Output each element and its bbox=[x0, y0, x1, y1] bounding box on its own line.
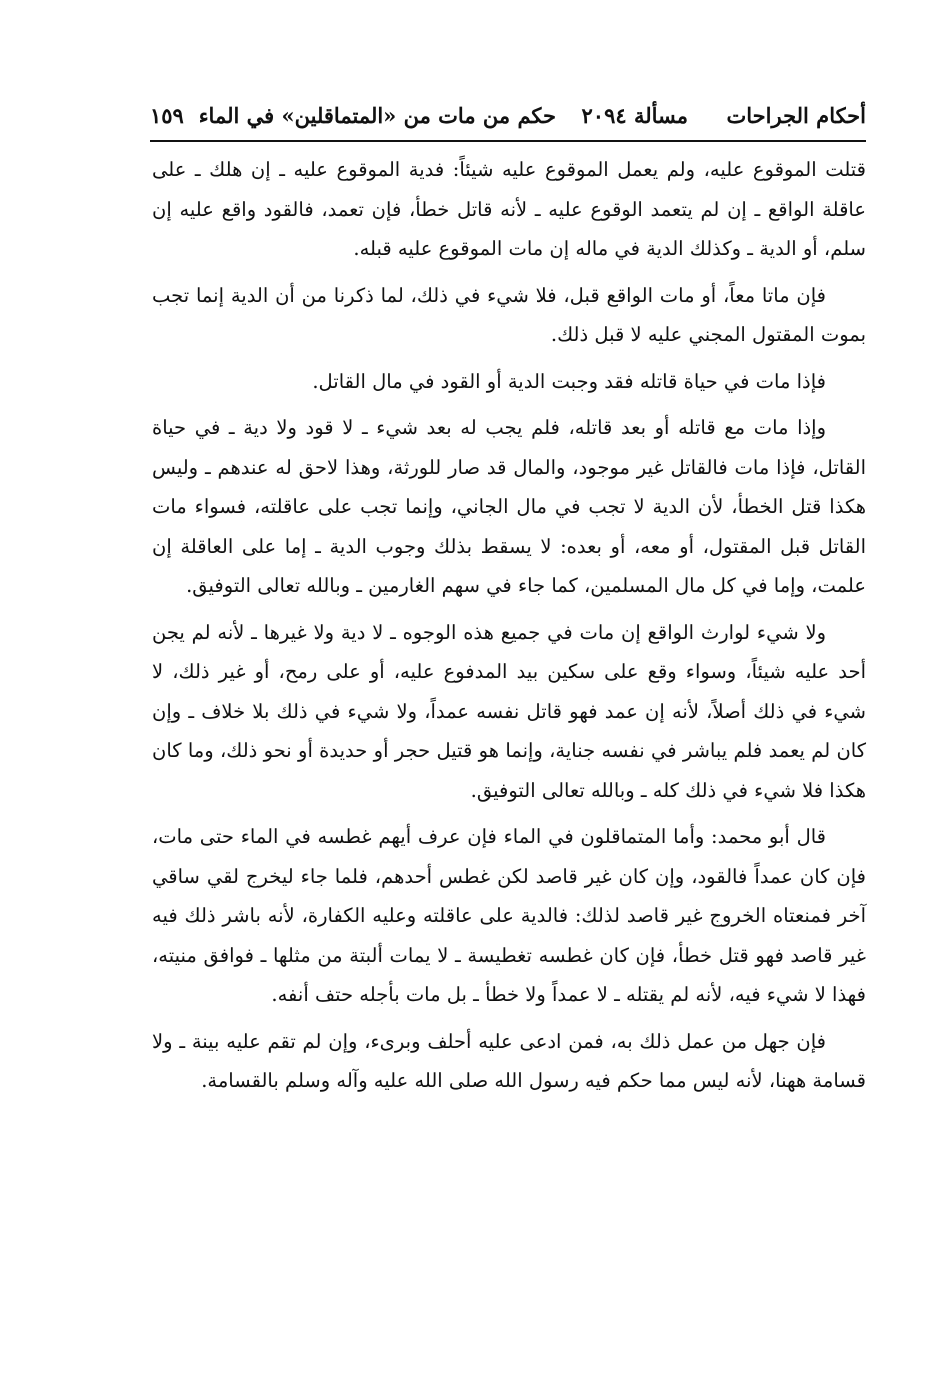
paragraph: فإذا مات في حياة قاتله فقد وجبت الدية أو القود في مال القاتل. bbox=[312, 369, 826, 393]
paragraph: فإن جهل من عمل ذلك به، فمن ادعى عليه أحلف وبرىء، وإن لم تقم عليه بينة ـ ولا قسامة ههنا، لأنه ليس مما حكم فيه رسول الله صلى الله عليه وآله وسلم بالقسامة. bbox=[152, 1029, 866, 1092]
paragraph: فإن ماتا معاً، أو مات الواقع قبل، فلا شيء في ذلك، لما ذكرنا من أن الدية إنما تجب بموت المقتول المجني عليه لا قبل ذلك. bbox=[152, 283, 866, 346]
issue-topic: حكم من مات من «المتماقلين» في الماء bbox=[198, 103, 556, 128]
paragraph: قال أبو محمد: وأما المتماقلون في الماء فإن عرف أيهم غطسه في الماء حتى مات، فإن كان عمداً فالقود، وإن كان غير قاصد لكن غطس أحدهم، فلما جاء ليخرج لقي ساقي آخر فمنعتاه الخروج غير قاصد لذلك: فالدية على عاقلته وعليه الكفارة، لأنه باشر ذلك فيه غير قاصد فهو قتل خطأ، فإن كان غطسه تغطيسة ـ لا يمات ألبتة من مثلها ـ فوافق منيته، فهذا لا شيء فيه، لأنه لم يقتله ـ لا عمداً ولا خطأ ـ بل مات بأجله حتف أنفه. bbox=[152, 825, 866, 1006]
book-title: أحكام الجراحات bbox=[726, 103, 866, 128]
paragraph: قتلت الموقوع عليه، ولم يعمل الموقوع عليه شيئاً: فدية الموقوع عليه ـ إن هلك ـ على عاقلة الواقع ـ إن لم يتعمد الوقوع عليه ـ لأنه قاتل خطأ، فإن تعمد، فالقود واقع عليه إن سلم، أو الدية ـ وكذلك الدية في ماله إن مات الموقوع عليه قبله. bbox=[152, 158, 866, 260]
issue-number: مسألة ٢٠٩٤ bbox=[581, 103, 688, 128]
page-number: ١٥٩ bbox=[150, 103, 184, 128]
running-header bbox=[150, 96, 866, 136]
paragraph: وإذا مات مع قاتله أو بعد قاتله، فلم يجب له بعد شيء ـ لا قود ولا دية ـ في حياة القاتل، فإذا مات فالقاتل غير موجود، والمال قد صار للورثة، وهذا لاحق له عندهم ـ وليس هكذا قتل الخطأ، لأن الدية لا تجب في مال الجاني، وإنما تجب على عاقلته، فسواء مات القاتل قبل المقتول، أو معه، أو بعده: لا يسقط بذلك وجوب الدية ـ إما على العاقلة إن علمت، وإما في كل مال المسلمين، كما جاء في سهم الغارمين ـ وبالله تعالى التوفيق. bbox=[152, 416, 866, 597]
body-text bbox=[152, 150, 866, 1108]
paragraph: ولا شيء لوارث الواقع إن مات في جميع هذه الوجوه ـ لا دية ولا غيرها ـ لأنه لم يجن أحد عليه شيئاً، وسواء وقع على سكين بيد المدفوع عليه، أو على رمح، أو غير ذلك، لا شيء في ذلك أصلاً، لأنه إن عمد فهو قاتل نفسه عمداً، ولا شيء في ذلك بلا خلاف ـ وإن كان لم يعمد فلم يباشر في نفسه جناية، وإنما هو قتيل حجر أو حديدة أو نحو ذلك، وما كان هكذا فلا شيء في ذلك كله ـ وبالله تعالى التوفيق. bbox=[152, 620, 866, 802]
header-divider bbox=[150, 140, 866, 142]
